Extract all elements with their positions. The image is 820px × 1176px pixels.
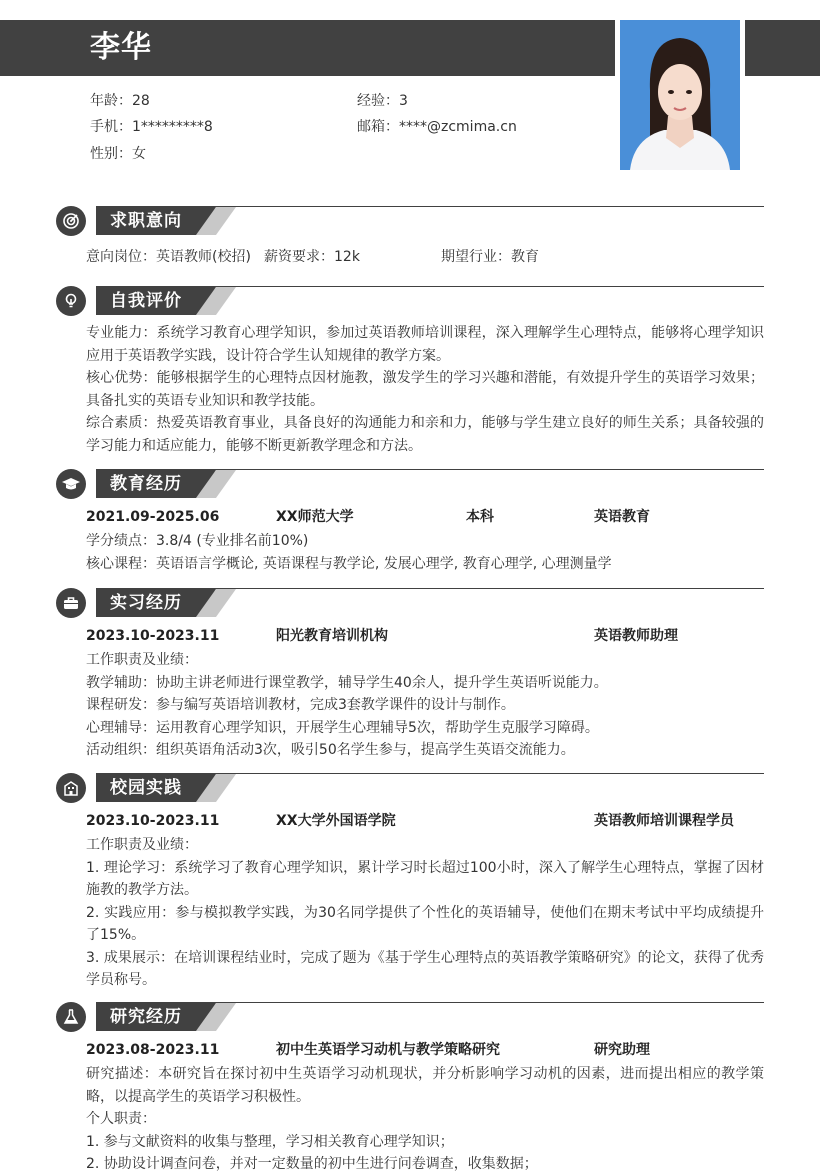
education-line: 学分绩点：3.8/4 (专业排名前10%)	[86, 533, 309, 549]
research-project: 初中生英语学习动机与教学策略研究	[276, 1042, 500, 1058]
internship-line: 教学辅助：协助主讲老师进行课堂教学，辅导学生40余人，提升学生英语听说能力。	[86, 674, 608, 691]
research-role: 研究助理	[594, 1042, 650, 1058]
campus-line: 2. 实践应用：参与模拟教学实践，为30名同学提供了个性化的英语辅导，使他们在期末考试中平均成绩提升了15%。	[86, 904, 764, 943]
internship-line: 活动组织：组织英语角活动3次，吸引50名学生参与，提高学生英语交流能力。	[86, 742, 575, 758]
lightbulb-icon	[56, 286, 86, 316]
candidate-name: 李华	[90, 30, 152, 65]
internship-role: 英语教师助理	[594, 628, 678, 644]
section-header	[0, 205, 820, 237]
campus-date: 2023.10-2023.11	[86, 813, 220, 829]
header-accent-bar	[745, 20, 820, 76]
internship-line: 心理辅导：运用教育心理学知识，开展学生心理辅导5次，帮助学生克服学习障碍。	[86, 719, 599, 736]
section-internship	[0, 587, 820, 762]
education-date: 2021.09-2025.06	[86, 509, 220, 525]
internship-line: 课程研发：参与编写英语培训教材，完成3套教学课件的设计与制作。	[86, 697, 515, 713]
intent-position: 意向岗位：英语教师(校招)	[86, 249, 251, 265]
section-education	[0, 468, 820, 575]
section-title: 教育经历	[110, 474, 182, 494]
intent-industry: 期望行业：教育	[441, 249, 539, 265]
research-summary-row	[86, 1039, 764, 1063]
phone-info: 手机：1*********8	[90, 119, 213, 135]
internship-line: 工作职责及业绩：	[86, 652, 198, 668]
section-research	[0, 1001, 820, 1176]
graduation-cap-icon	[56, 469, 86, 499]
section-title: 求职意向	[110, 211, 182, 231]
section-title: 实习经历	[110, 593, 182, 613]
internship-summary-row	[86, 625, 764, 649]
building-icon	[56, 773, 86, 803]
self-eval-line: 综合素质：热爱英语教育事业，具备良好的沟通能力和亲和力，能够与学生建立良好的师生关系；具备较强的学习能力和适应能力，能够不断更新教学理念和方法。	[86, 415, 764, 454]
self-eval-line: 专业能力：系统学习教育心理学知识，参加过英语教师培训课程，深入理解学生心理特点，能够将心理学知识应用于英语教学实践，设计符合学生认知规律的教学方案。	[86, 325, 764, 364]
education-degree: 本科	[466, 509, 494, 525]
education-major: 英语教育	[594, 509, 650, 525]
campus-line: 1. 理论学习：系统学习了教育心理学知识，累计学习时长超过100小时，深入了解学生心理特点，掌握了因材施教的教学方法。	[86, 859, 764, 898]
internship-date: 2023.10-2023.11	[86, 628, 220, 644]
section-header	[0, 468, 820, 500]
self-eval-line: 核心优势：能够根据学生的心理特点因材施教，激发学生的学习兴趣和潜能，有效提升学生的英语学习效果；具备扎实的英语专业知识和教学技能。	[86, 370, 764, 409]
profile-photo	[620, 20, 740, 170]
intent-salary: 薪资要求：12k	[264, 249, 360, 265]
campus-line: 工作职责及业绩：	[86, 837, 198, 853]
portrait-illustration	[620, 20, 740, 170]
flask-icon	[56, 1002, 86, 1032]
section-self-evaluation	[0, 285, 820, 457]
education-summary-row	[86, 506, 764, 530]
section-job-intent	[0, 205, 820, 269]
research-date: 2023.08-2023.11	[86, 1042, 220, 1058]
research-line: 个人职责：	[86, 1111, 156, 1127]
gender-info: 性别：女	[90, 146, 146, 162]
email-info: 邮箱：****@zcmima.cn	[357, 119, 517, 135]
research-line: 研究描述：本研究旨在探讨初中生英语学习动机现状，并分析影响学习动机的因素，进而提出相应的教学策略，以提高学生的英语学习积极性。	[86, 1066, 764, 1105]
education-school: XX师范大学	[276, 509, 354, 525]
target-icon	[56, 206, 86, 236]
campus-org: XX大学外国语学院	[276, 813, 396, 829]
experience-info: 经验：3	[357, 93, 408, 109]
section-title: 研究经历	[110, 1007, 182, 1027]
section-header	[0, 285, 820, 317]
campus-role: 英语教师培训课程学员	[594, 813, 734, 829]
briefcase-icon	[56, 588, 86, 618]
section-header	[0, 772, 820, 804]
campus-line: 3. 成果展示：在培训课程结业时，完成了题为《基于学生心理特点的英语教学策略研究》的论文，获得了优秀学员称号。	[86, 949, 764, 988]
education-line: 核心课程：英语语言学概论, 英语课程与教学论, 发展心理学, 教育心理学, 心理测量学	[86, 555, 612, 572]
internship-org: 阳光教育培训机构	[276, 628, 388, 644]
research-line: 2. 协助设计调查问卷，并对一定数量的初中生进行问卷调查，收集数据；	[86, 1156, 538, 1172]
age-info: 年龄：28	[90, 93, 150, 109]
section-header	[0, 587, 820, 619]
research-line: 1. 参与文献资料的收集与整理，学习相关教育心理学知识；	[86, 1133, 454, 1150]
campus-summary-row	[86, 810, 764, 834]
name-banner	[0, 20, 615, 76]
section-title: 自我评价	[110, 291, 182, 311]
section-campus-practice	[0, 772, 820, 992]
section-title: 校园实践	[110, 778, 182, 798]
section-header	[0, 1001, 820, 1033]
